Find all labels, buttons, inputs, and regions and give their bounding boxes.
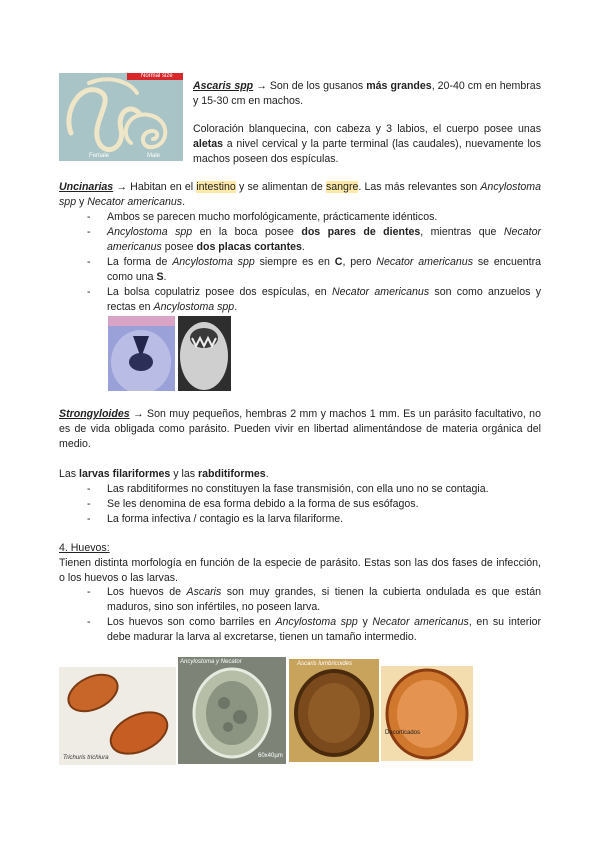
huevos-intro: Tienen distinta morfología en función de la especie de parásito. Estas son las dos fases de infección, o los huevos o las larvas. <box>59 557 541 584</box>
species-name: Ancylostoma spp <box>59 181 542 208</box>
text: , pero <box>342 256 377 268</box>
ascaris-paragraph-2 <box>193 122 541 167</box>
emphasis: C <box>334 256 343 268</box>
arrow-icon: → <box>256 80 267 92</box>
image-label-female: Female <box>89 153 110 159</box>
caption-ascaris: Ascaris lumbricoides <box>297 661 353 667</box>
caption-size: 60x40µm <box>258 753 283 759</box>
list-item: - La forma infectiva / contagio es la larva filariforme. <box>87 512 541 527</box>
ascaris-title: Ascaris spp <box>193 80 254 92</box>
text: . <box>182 196 186 208</box>
necator-mouth-image <box>178 316 231 391</box>
larvas-list <box>87 482 541 527</box>
text: en la boca posee <box>192 226 302 238</box>
uncinarias-intro <box>59 180 541 210</box>
text: . <box>301 241 305 253</box>
highlight-sangre: sangre <box>325 181 359 193</box>
image-label-male: Male <box>147 153 161 159</box>
species-name: Ancylostoma spp <box>275 616 358 628</box>
text: son como anzuelos y rectas en <box>107 286 542 313</box>
text: . <box>234 301 238 313</box>
list-item <box>87 615 541 645</box>
caption-decorticados: Decorticados <box>385 730 421 736</box>
text: se encuentra como una <box>107 256 541 283</box>
list-item <box>87 225 541 255</box>
emphasis: más grandes <box>366 80 432 92</box>
species-name: Ancylostoma spp <box>172 256 255 268</box>
ancylostoma-mouth-image <box>108 316 175 391</box>
strongyloides-paragraph <box>59 407 541 452</box>
arrow-icon: → <box>133 408 144 420</box>
mouth-drawing-grey <box>178 316 231 391</box>
emphasis: S <box>156 271 164 283</box>
text: Los huevos de <box>107 586 187 598</box>
highlight-intestino: intestino <box>196 181 236 193</box>
text: Habitan en el <box>130 181 197 193</box>
larvas-heading <box>59 467 541 482</box>
emphasis: larvas filariformes <box>79 468 171 480</box>
text: . <box>163 271 167 283</box>
ascaris-egg-image <box>289 659 379 762</box>
ascaris-worms-drawing <box>59 73 183 161</box>
text: y se alimentan de <box>235 181 326 193</box>
ascaris-egg-drawing <box>289 659 379 762</box>
huevos-list <box>87 585 541 645</box>
list-item: - Las rabditiformes no constituyen la fase transmisión, con ella uno no se contagia. <box>87 482 541 497</box>
text: . <box>265 468 269 480</box>
trichuris-egg-image <box>59 667 176 765</box>
species-name: Necator americanus <box>87 196 183 208</box>
caption-ancylostoma: Ancylostoma y Necator <box>180 659 242 665</box>
uncinarias-list <box>87 210 541 315</box>
text: Coloración blanquecina, con cabeza y 3 labios, el cuerpo posee unas <box>193 123 541 135</box>
ascaris-worms-image <box>59 73 183 161</box>
ancylostoma-egg-drawing <box>178 657 286 764</box>
emphasis: dos pares de dientes <box>301 226 421 238</box>
text: posee <box>161 241 197 253</box>
text: siempre es en <box>254 256 335 268</box>
text: , mientras que <box>420 226 504 238</box>
text: Los huevos son como barriles en <box>107 616 276 628</box>
text: La bolsa copulatriz posee dos espículas, en <box>107 286 332 298</box>
list-item <box>87 585 541 615</box>
strongyloides-title: Strongyloides <box>59 408 130 420</box>
text: , 20-40 cm en hembras y 15-30 cm en machos. <box>193 80 541 107</box>
ancylostoma-egg-image <box>178 657 286 764</box>
species-name: Ancylostoma spp <box>107 226 193 238</box>
trichuris-eggs-drawing <box>59 667 176 765</box>
species-name: Necator americanus <box>376 256 473 268</box>
species-name: Necator americanus <box>107 226 541 253</box>
ascaris-paragraph-1 <box>193 79 541 109</box>
list-item <box>87 285 541 315</box>
emphasis: dos placas cortantes <box>196 241 302 253</box>
text: son muy grandes, si tienen la cubierta ondulada es que están maduros, sino son infértiles, no poseen larva. <box>107 586 541 613</box>
text: y <box>357 616 373 628</box>
text: a nivel cervical y la parte terminal (las caudales), nuevamente los machos poseen dos espículas. <box>193 138 541 165</box>
list-item <box>87 210 541 225</box>
emphasis: rabditiformes <box>197 468 266 480</box>
uncinarias-title: Uncinarias <box>59 181 114 193</box>
text: La forma de <box>107 256 173 268</box>
image-label-normal-size: Normal size <box>141 73 173 79</box>
text: Son muy pequeños, hembras 2 mm y machos 1 mm. Es un parásito facultativo, no es de vida obligada como parásito. Pueden vivir en libertad alimentándose de materia orgánica del medio. <box>59 408 541 450</box>
text: . Las más relevantes son <box>358 181 481 193</box>
list-item <box>87 255 541 285</box>
list-item: - Se les denomina de esa forma debido a la forma de sus esófagos. <box>87 497 541 512</box>
text: , en su interior debe madurar la larva al excretarse, tienen un tamaño intermedio. <box>107 616 542 643</box>
emphasis: aletas <box>193 138 224 150</box>
huevos-heading: 4. Huevos: <box>59 542 110 554</box>
text: Son de los gusanos <box>269 80 367 92</box>
decorticated-egg-image <box>381 666 473 761</box>
text: y <box>76 196 88 208</box>
text: y las <box>170 468 198 480</box>
text: Las <box>59 468 80 480</box>
species-name: Necator americanus <box>331 286 430 298</box>
species-name: Necator americanus <box>372 616 469 628</box>
text: Ambos se parecen mucho morfológicamente, prácticamente idénticos. <box>107 211 438 223</box>
caption-trichuris: Trichuris trichiura <box>63 755 109 761</box>
mouth-drawing-purple <box>108 316 175 391</box>
species-name: Ancylostoma spp <box>153 301 235 313</box>
species-name: Ascaris <box>186 586 222 598</box>
arrow-icon: → <box>116 181 127 193</box>
decorticated-egg-drawing <box>381 666 473 761</box>
